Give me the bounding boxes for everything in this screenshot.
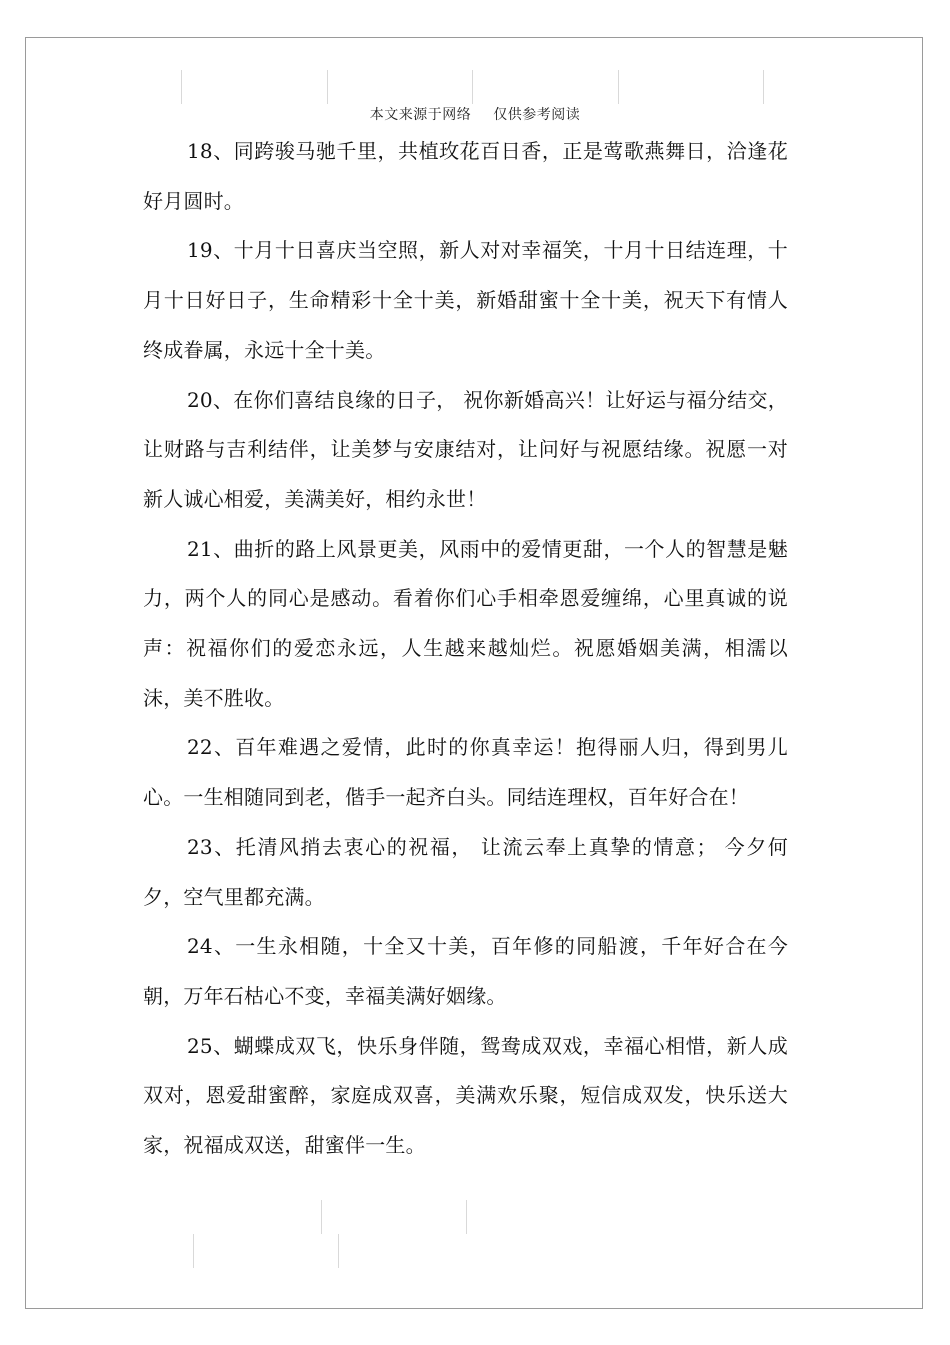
paragraph-23: 23、托清风捎去衷心的祝福， 让流云奉上真挚的情意； 今夕何夕，空气里都充满。	[143, 834, 788, 909]
footer-tick-1	[321, 1200, 322, 1234]
paragraph-19: 19、十月十日喜庆当空照，新人对对幸福笑，十月十日结连理，十月十日好日子，生命精彩十全十美，新婚甜蜜十全十美，祝天下有情人终成眷属，永远十全十美。	[143, 238, 788, 362]
paragraph-25: 25、蝴蝶成双飞，快乐身伴随，鸳鸯成双戏，幸福心相惜，新人成双对，恩爱甜蜜醉，家庭成双喜，美满欢乐聚，短信成双发，快乐送大家，祝福成双送，甜蜜伴一生。	[143, 1033, 788, 1158]
header-tick-3	[472, 70, 473, 104]
header-tick-1	[181, 70, 182, 104]
footer-tick-2	[466, 1200, 467, 1234]
header-tick-4	[618, 70, 619, 104]
paragraph-18: 18、同跨骏马驰千里，共植玫花百日香，正是莺歌燕舞日，洽逢花好月圆时。	[143, 139, 788, 213]
footer-tick-3	[193, 1234, 194, 1268]
paragraph-24: 24、一生永相随，十全又十美，百年修的同船渡，千年好合在今朝，万年石枯心不变，幸福美满好姻缘。	[143, 934, 788, 1008]
header-tick-5	[763, 70, 764, 104]
paragraph-20: 20、在你们喜结良缘的日子， 祝你新婚高兴！让好运与福分结交，让财路与吉利结伴，让美梦与安康结对，让问好与祝愿结缘。祝愿一对新人诚心相爱，美满美好，相约永世！	[143, 387, 788, 511]
document-body	[143, 127, 788, 1171]
source-note: 本文来源于网络	[369, 107, 472, 123]
header-tick-2	[327, 70, 328, 104]
paragraph-21: 21、曲折的路上风景更美，风雨中的爱情更甜，一个人的智慧是魅力，两个人的同心是感动。看着你们心手相牵恩爱缠绵，心里真诚的说声：祝福你们的爱恋永远，人生越来越灿烂。祝愿婚姻美满，相濡以沫，美不胜收。	[143, 536, 788, 710]
footer-tick-4	[338, 1234, 339, 1268]
header-note	[0, 104, 950, 124]
paragraph-22: 22、百年难遇之爱情，此时的你真幸运！抱得丽人归，得到男儿心。一生相随同到老，偕手一起齐白头。同结连理权，百年好合在！	[143, 735, 788, 810]
reference-note: 仅供参考阅读	[493, 107, 581, 123]
